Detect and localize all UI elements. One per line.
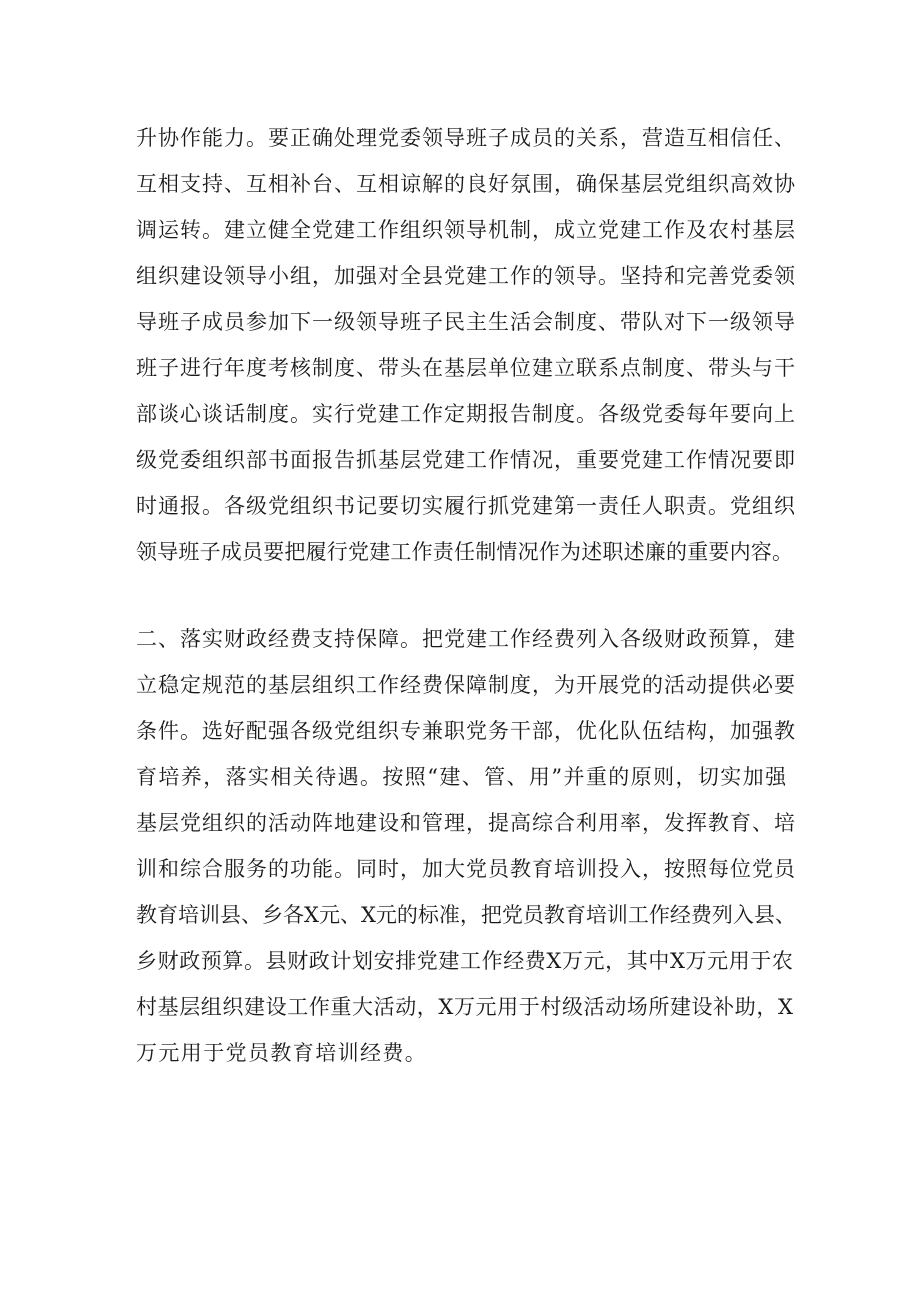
text-line: 教育培训县、乡各X元、X元的标准，把党员教育培训工作经费列入县、 xyxy=(136,903,796,927)
text-line: 导班子成员参加下一级领导班子民主生活会制度、带队对下一级领导 xyxy=(136,310,796,334)
text-line: 村基层组织建设工作重大活动，X万元用于村级活动场所建设补助，X xyxy=(136,995,794,1019)
text-line: 立稳定规范的基层组织工作经费保障制度，为开展党的活动提供必要 xyxy=(136,673,796,697)
text-line: 二、落实财政经费支持保障。把党建工作经费列入各级财政预算，建 xyxy=(136,627,796,651)
text-line: 部谈心谈话制度。实行党建工作定期报告制度。各级党委每年要向上 xyxy=(136,402,796,426)
text-line: 组织建设领导小组，加强对全县党建工作的领导。坚持和完善党委领 xyxy=(136,264,796,288)
paragraph-financial-support xyxy=(136,616,796,1076)
text-line: 调运转。建立健全党建工作组织领导机制，成立党建工作及农村基层 xyxy=(136,218,796,242)
text-line: 基层党组织的活动阵地建设和管理，提高综合利用率，发挥教育、培 xyxy=(136,811,796,835)
paragraph-leadership-coordination xyxy=(136,115,796,575)
text-line: 时通报。各级党组织书记要切实履行抓党建第一责任人职责。党组织 xyxy=(136,494,796,518)
text-line: 育培养，落实相关待遇。按照“建、管、用”并重的原则，切实加强 xyxy=(136,765,788,789)
text-line: 条件。选好配强各级党组织专兼职党务干部，优化队伍结构，加强教 xyxy=(136,719,796,743)
text-line: 训和综合服务的功能。同时，加大党员教育培训投入，按照每位党员 xyxy=(136,857,796,881)
text-line: 乡财政预算。县财政计划安排党建工作经费X万元，其中X万元用于农 xyxy=(136,949,794,973)
text-line: 升协作能力。要正确处理党委领导班子成员的关系，营造互相信任、 xyxy=(136,126,796,150)
text-line: 万元用于党员教育培训经费。 xyxy=(136,1041,428,1065)
text-line: 班子进行年度考核制度、带头在基层单位建立联系点制度、带头与干 xyxy=(136,356,796,380)
text-line: 级党委组织部书面报告抓基层党建工作情况，重要党建工作情况要即 xyxy=(136,448,796,472)
text-line: 领导班子成员要把履行党建工作责任制情况作为述职述廉的重要内容。 xyxy=(136,540,794,564)
text-line: 互相支持、互相补台、互相谅解的良好氛围，确保基层党组织高效协 xyxy=(136,172,796,196)
